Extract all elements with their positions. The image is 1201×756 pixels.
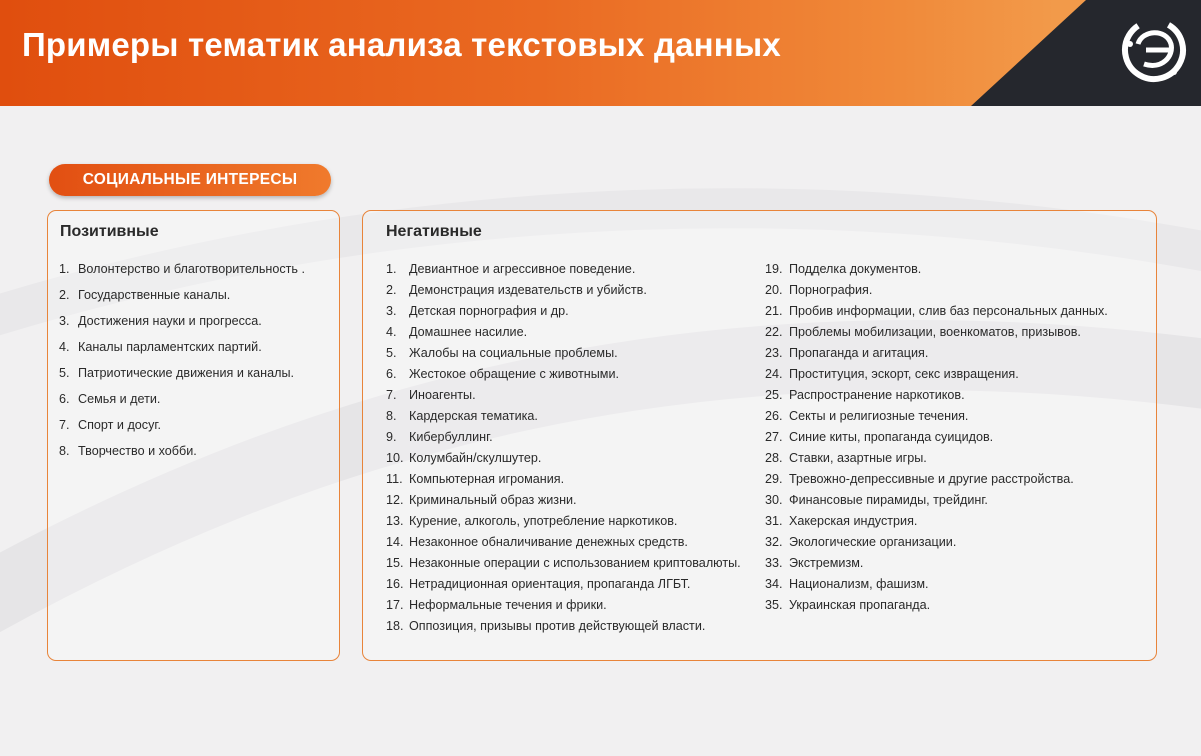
page-title: Примеры тематик анализа текстовых данных xyxy=(22,26,781,63)
list-item: 5. Патриотические движения и каналы. xyxy=(59,366,295,380)
list-item: 2. Демонстрация издевательств и убийств. xyxy=(386,283,647,297)
list-item: 32. Экологические организации. xyxy=(765,535,957,549)
list-item: 34. Национализм, фашизм. xyxy=(765,577,929,591)
list-item: 2. Государственные каналы. xyxy=(59,288,231,302)
list-item: 4. Домашнее насилие. xyxy=(386,325,528,339)
list-item: 28. Ставки, азартные игры. xyxy=(765,451,927,465)
logo-icon xyxy=(1118,14,1190,86)
list-item: 6. Жестокое обращение с животными. xyxy=(386,367,620,381)
section-label: СОЦИАЛЬНЫЕ ИНТЕРЕСЫ xyxy=(49,164,331,196)
positive-panel xyxy=(47,210,340,661)
list-item: 1. Девиантное и агрессивное поведение. xyxy=(386,262,636,276)
list-item: 19. Подделка документов. xyxy=(765,262,922,276)
list-item: 33. Экстремизм. xyxy=(765,556,864,570)
list-item: 27. Синие киты, пропаганда суицидов. xyxy=(765,430,994,444)
list-item: 21. Пробив информации, слив баз персональных данных. xyxy=(765,304,1108,318)
list-item: 26. Секты и религиозные течения. xyxy=(765,409,969,423)
list-item: 7. Иноагенты. xyxy=(386,388,476,402)
list-item: 23. Пропаганда и агитация. xyxy=(765,346,929,360)
list-item: 30. Финансовые пирамиды, трейдинг. xyxy=(765,493,988,507)
list-item: 20. Порнография. xyxy=(765,283,873,297)
negative-title: Негативные xyxy=(386,223,482,240)
negative-list-column-1 xyxy=(386,262,748,640)
list-item: 8. Творчество и хобби. xyxy=(59,444,197,458)
list-item: 22. Проблемы мобилизации, военкоматов, призывов. xyxy=(765,325,1081,339)
list-item: 11. Компьютерная игромания. xyxy=(386,472,565,486)
list-item: 17. Неформальные течения и фрики. xyxy=(386,598,607,612)
list-item: 1. Волонтерство и благотворительность . xyxy=(59,262,305,276)
list-item: 31. Хакерская индустрия. xyxy=(765,514,918,528)
negative-panel xyxy=(362,210,1157,661)
list-item: 4. Каналы парламентских партий. xyxy=(59,340,262,354)
list-item: 16. Нетрадиционная ориентация, пропаганда ЛГБТ. xyxy=(386,577,691,591)
list-item: 6. Семья и дети. xyxy=(59,392,161,406)
list-item: 10. Колумбайн/скулшутер. xyxy=(386,451,542,465)
list-item: 9. Кибербуллинг. xyxy=(386,430,493,444)
list-item: 15. Незаконные операции с использованием криптовалюты. xyxy=(386,556,741,570)
list-item: 8. Кардерская тематика. xyxy=(386,409,538,423)
list-item: 18. Оппозиция, призывы против действующей власти. xyxy=(386,619,706,633)
list-item: 24. Проституция, эскорт, секс извращения. xyxy=(765,367,1019,381)
list-item: 7. Спорт и досуг. xyxy=(59,418,161,432)
list-item: 25. Распространение наркотиков. xyxy=(765,388,965,402)
list-item: 29. Тревожно-депрессивные и другие расстройства. xyxy=(765,472,1074,486)
negative-list-column-2 xyxy=(765,262,1140,619)
list-item: 13. Курение, алкоголь, употребление наркотиков. xyxy=(386,514,678,528)
positive-title: Позитивные xyxy=(60,223,159,240)
list-item: 35. Украинская пропаганда. xyxy=(765,598,931,612)
list-item: 5. Жалобы на социальные проблемы. xyxy=(386,346,618,360)
positive-list xyxy=(59,262,334,470)
list-item: 12. Криминальный образ жизни. xyxy=(386,493,577,507)
list-item: 14. Незаконное обналичивание денежных средств. xyxy=(386,535,688,549)
header-banner xyxy=(0,0,1201,106)
list-item: 3. Детская порнография и др. xyxy=(386,304,569,318)
list-item: 3. Достижения науки и прогресса. xyxy=(59,314,262,328)
